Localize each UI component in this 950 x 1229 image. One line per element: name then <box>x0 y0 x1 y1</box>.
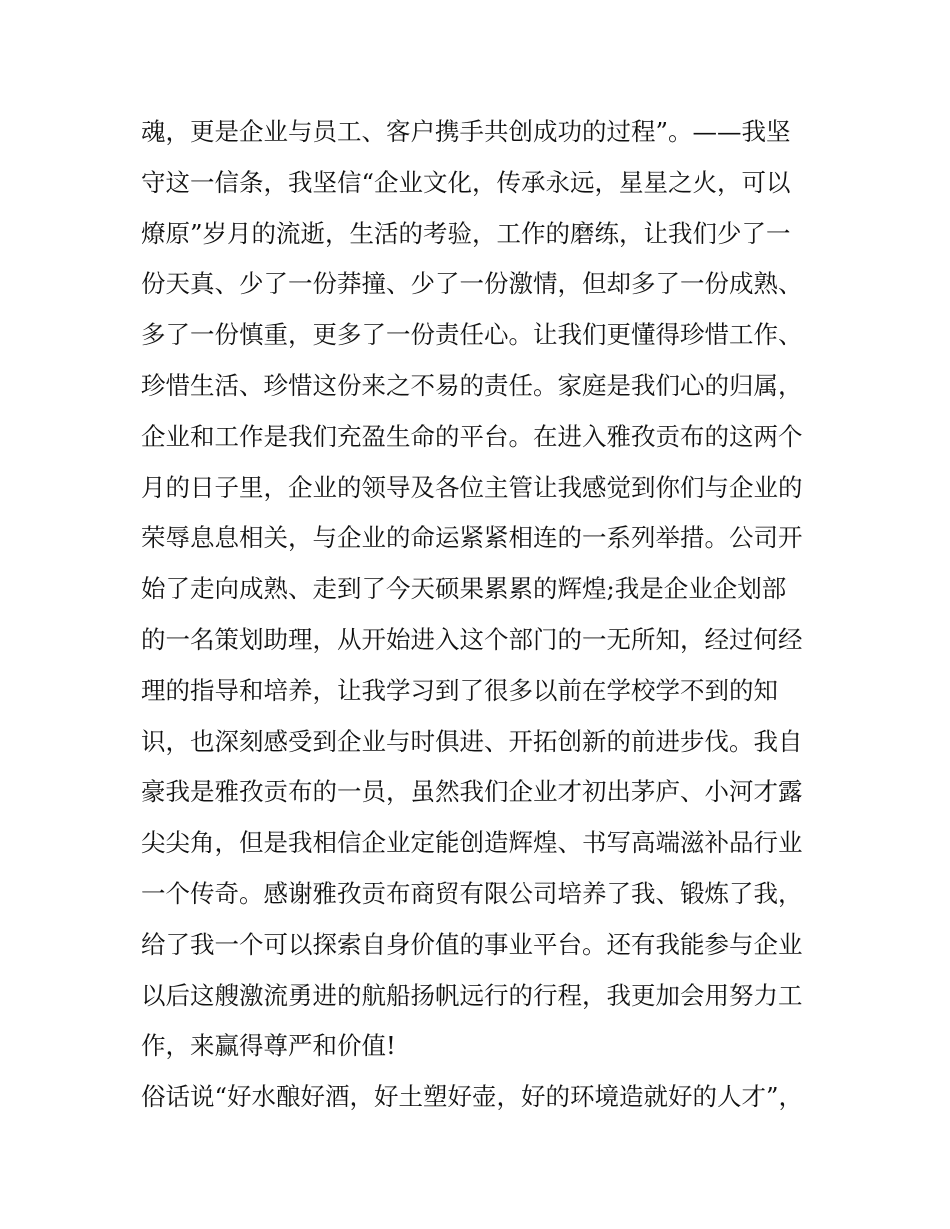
text-line: 豪我是雅孜贡布的一员，虽然我们企业才初出茅庐、小河才露 <box>141 777 803 807</box>
text-line: 给了我一个可以探索自身价值的事业平台。还有我能参与企业 <box>141 929 803 959</box>
text-line: 魂，更是企业与员工、客户携手共创成功的过程”。——我坚 <box>141 117 791 146</box>
text-line: 识，也深刻感受到企业与时俱进、开拓创新的前进步伐。我自 <box>141 726 803 756</box>
text-line: 始了走向成熟、走到了今天硕果累累的辉煌;我是企业企划部 <box>141 574 787 604</box>
text-line: 的一名策划助理，从开始进入这个部门的一无所知，经过何经 <box>141 624 803 654</box>
text-line: 荣辱息息相关，与企业的命运紧紧相连的一系列举措。公司开 <box>141 523 803 553</box>
text-line: 多了一份慎重，更多了一份责任心。让我们更懂得珍惜工作、 <box>141 320 803 350</box>
text-line: 一个传奇。感谢雅孜贡布商贸有限公司培养了我、锻炼了我， <box>141 878 803 908</box>
text-line: 企业和工作是我们充盈生命的平台。在进入雅孜贡布的这两个 <box>141 421 803 451</box>
text-line: 以后这艘激流勇进的航船扬帆远行的行程，我更加会用努力工 <box>141 980 803 1010</box>
text-line: 月的日子里，企业的领导及各位主管让我感觉到你们与企业的 <box>141 472 803 502</box>
text-line: 尖尖角，但是我相信企业定能创造辉煌、书写高端滋补品行业 <box>141 828 803 858</box>
text-line: 作，来赢得尊严和价值! <box>141 1031 396 1061</box>
body-text <box>141 107 821 1123</box>
text-line: 燎原”岁月的流逝，生活的考验，工作的磨练，让我们少了一 <box>141 218 791 248</box>
text-line: 份天真、少了一份莽撞、少了一份激情，但却多了一份成熟、 <box>141 269 803 299</box>
text-line: 珍惜生活、珍惜这份来之不易的责任。家庭是我们心的归属， <box>141 370 803 400</box>
text-line: 理的指导和培养，让我学习到了很多以前在学校学不到的知 <box>141 675 778 705</box>
text-line: 俗话说“好水酿好酒，好土塑好壶，好的环境造就好的人才”， <box>141 1082 804 1112</box>
text-line: 守这一信条，我坚信“企业文化，传承永远，星星之火，可以 <box>141 167 791 197</box>
